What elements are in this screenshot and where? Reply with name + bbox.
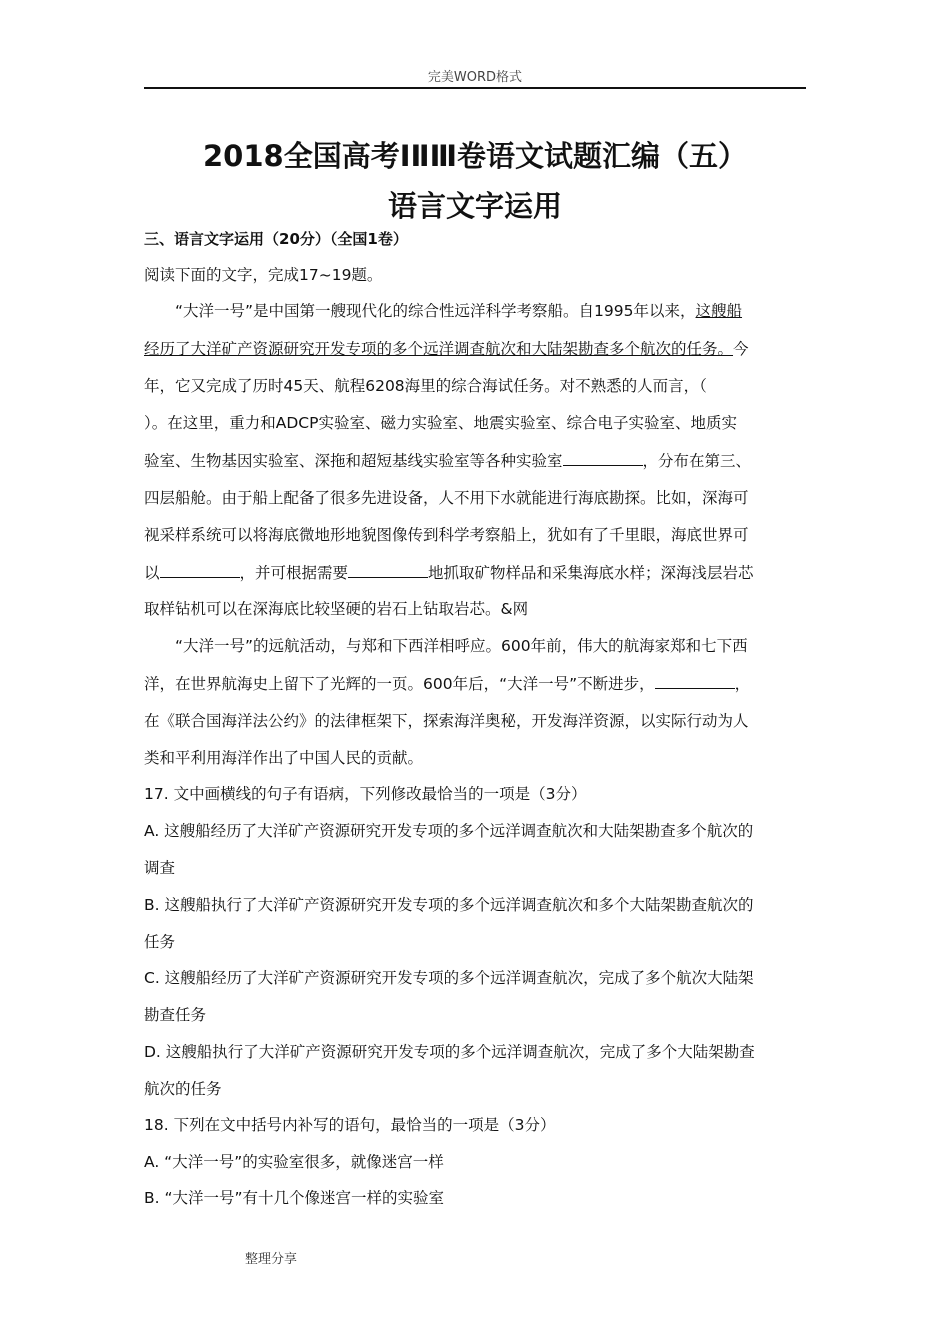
passage-line — [144, 300, 837, 322]
page-header: 完美WORD格式 — [427, 70, 523, 85]
option-17-d-cont: 航次的任务 — [144, 1080, 222, 1098]
section-heading: 三、语言文字运用（20分）（全国1卷） — [144, 230, 408, 248]
option-17-a-cont: 调查 — [144, 859, 176, 877]
option-18-a: A. “大洋一号”的实验室很多，就像迷宫一样 — [144, 1153, 444, 1171]
passage-line — [144, 449, 806, 472]
option-17-b: B. 这艘船执行了大洋矿产资源研究开发专项的多个远洋调查航次和多个大陆架勘查航次的 — [144, 896, 754, 914]
option-17-a: A. 这艘船经历了大洋矿产资源研究开发专项的多个远洋调查航次和大陆架勘查多个航次的 — [144, 822, 754, 840]
fill-blank — [160, 561, 240, 578]
passage-text: 今 — [733, 340, 749, 358]
passage-text: ， — [734, 675, 751, 693]
option-17-c: C. 这艘船经历了大洋矿产资源研究开发专项的多个远洋调查航次，完成了多个航次大陆架 — [144, 969, 754, 987]
underlined-sentence: 经历了大洋矿产资源研究开发专项的多个远洋调查航次和大陆架勘查多个航次的任务。 — [144, 340, 734, 358]
passage-line: ）。在这里，重力和ADCP实验室、磁力实验室、地震实验室、综合电子实验室、地质实 — [144, 414, 737, 432]
option-17-c-cont: 勘查任务 — [144, 1006, 207, 1024]
passage-line: 视采样系统可以将海底微地形地貌图像传到科学考察船上，犹如有了千里眼，海底世界可 — [144, 526, 749, 544]
passage-text: ，并可根据需要 — [239, 564, 349, 582]
page-footer: 整理分享 — [245, 1252, 298, 1267]
passage-line — [144, 338, 806, 360]
passage-line — [144, 561, 806, 584]
passage-line: 类和平利用海洋作出了中国人民的贡献。 — [144, 749, 424, 767]
fill-blank — [348, 561, 428, 578]
instruction: 阅读下面的文字，完成17~19题。 — [144, 266, 383, 284]
passage-line — [144, 672, 806, 695]
passage-line: 年，它又完成了历时45天、航程6208海里的综合海试任务。对不熟悉的人而言，（ — [144, 377, 707, 395]
fill-blank — [655, 672, 735, 689]
passage-line: 取样钻机可以在深海底比较坚硬的岩石上钻取岩芯。&网 — [144, 600, 529, 618]
passage-text: 验室、生物基因实验室、深拖和超短基线实验室等各种实验室 — [144, 452, 563, 470]
passage-text: 以 — [144, 564, 160, 582]
passage-text: ，分布在第三、 — [642, 452, 752, 470]
passage-line: 在《联合国海洋法公约》的法律框架下，探索海洋奥秘，开发海洋资源，以实际行动为人 — [144, 712, 749, 730]
passage-text: 洋，在世界航海史上留下了光辉的一页。600年后，“大洋一号”不断进步， — [144, 675, 655, 693]
option-17-b-cont: 任务 — [144, 933, 176, 951]
underlined-sentence: 这艘船 — [695, 302, 743, 320]
passage-line: 四层船舱。由于船上配备了很多先进设备，人不用下水就能进行海底勘探。比如，深海可 — [144, 489, 749, 507]
question-17-stem: 17. 文中画横线的句子有语病，下列修改最恰当的一项是（3分） — [144, 785, 587, 803]
passage-line: “大洋一号”的远航活动，与郑和下西洋相呼应。600年前，伟大的航海家郑和七下西 — [175, 637, 748, 655]
question-18-stem: 18. 下列在文中括号内补写的语句，最恰当的一项是（3分） — [144, 1116, 556, 1134]
option-18-b: B. “大洋一号”有十几个像迷宫一样的实验室 — [144, 1189, 445, 1207]
passage-text: 地抓取矿物样品和采集海底水样；深海浅层岩芯 — [428, 564, 754, 582]
option-17-d: D. 这艘船执行了大洋矿产资源研究开发专项的多个远洋调查航次，完成了多个大陆架勘查 — [144, 1043, 755, 1061]
passage-text: “大洋一号”是中国第一艘现代化的综合性远洋科学考察船。自1995年以来， — [175, 302, 696, 320]
header-rule — [144, 87, 806, 89]
document-subtitle: 语言文字运用 — [387, 189, 562, 223]
fill-blank — [563, 449, 643, 466]
document-title: 2018全国高考ⅠⅡⅢ卷语文试题汇编（五） — [202, 139, 748, 173]
